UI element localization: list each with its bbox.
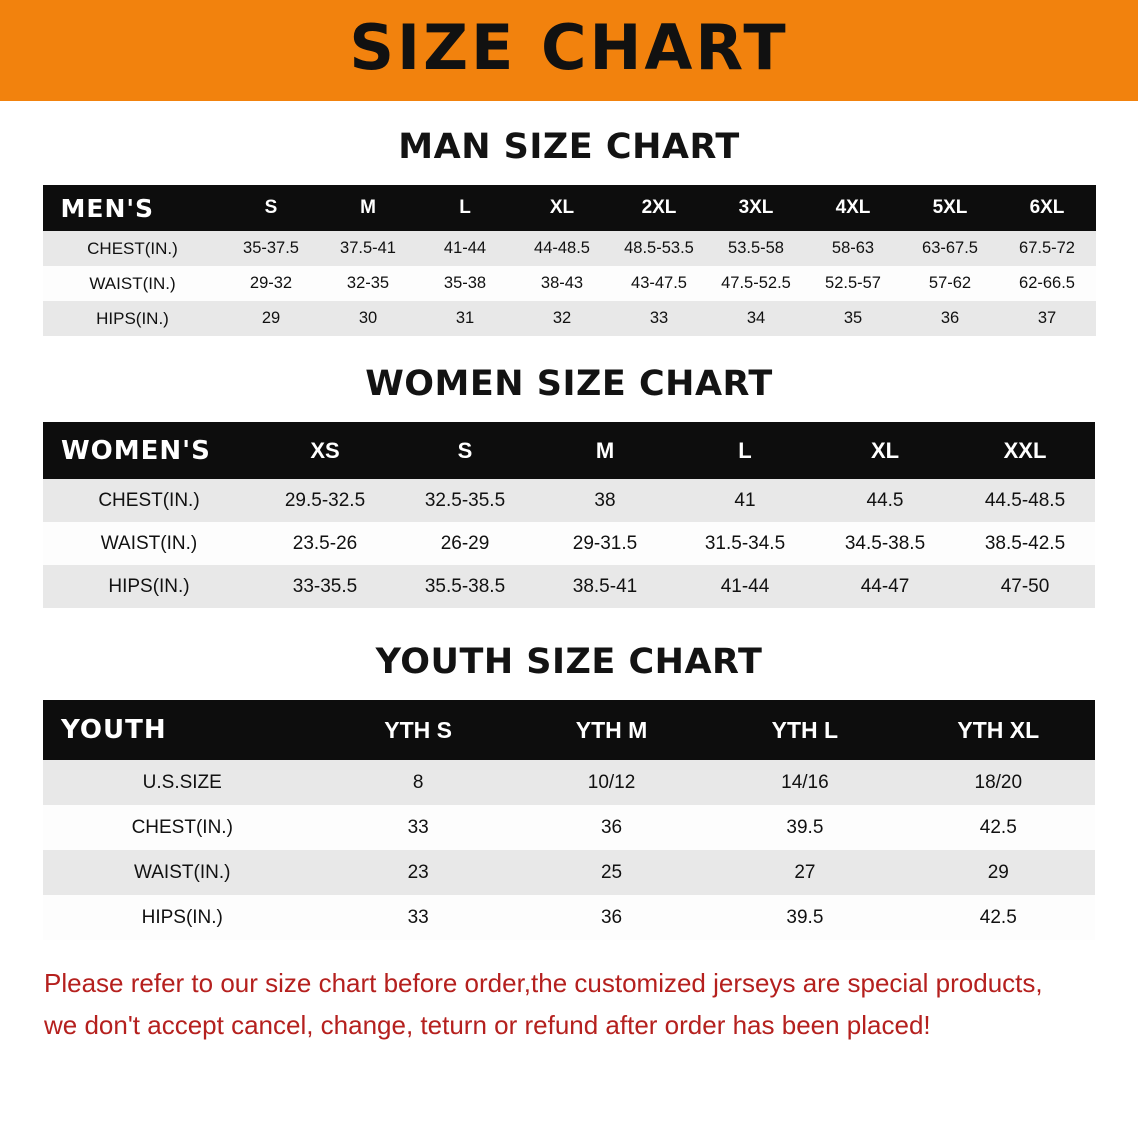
women-section-title: WOMEN SIZE CHART bbox=[365, 364, 773, 404]
men-cell: 30 bbox=[358, 309, 378, 327]
youth-cell: 10/12 bbox=[587, 771, 636, 793]
youth-cell: 33 bbox=[407, 906, 429, 928]
youth-section-title: YOUTH SIZE CHART bbox=[375, 642, 763, 682]
youth-corner-label: YOUTH bbox=[43, 700, 321, 760]
women-corner-label: WOMEN'S bbox=[43, 422, 255, 479]
men-col-header: S bbox=[223, 185, 320, 231]
men-cell: 53.5-58 bbox=[728, 239, 784, 257]
men-cell: 38-43 bbox=[540, 274, 584, 292]
women-cell: 29-31.5 bbox=[572, 532, 638, 554]
women-cell: 34.5-38.5 bbox=[844, 532, 926, 554]
men-col-header: 4XL bbox=[805, 185, 902, 231]
men-corner-label: MEN'S bbox=[43, 185, 223, 231]
men-row-label: CHEST(IN.) bbox=[87, 238, 178, 258]
table-row bbox=[43, 850, 1095, 895]
men-cell: 52.5-57 bbox=[825, 274, 881, 292]
youth-cell: 42.5 bbox=[979, 906, 1017, 928]
youth-cell: 33 bbox=[407, 816, 429, 838]
women-cell: 29.5-32.5 bbox=[284, 489, 366, 511]
table-row bbox=[43, 805, 1095, 850]
youth-col-header: YTH XL bbox=[902, 700, 1095, 760]
table-row bbox=[43, 565, 1095, 608]
men-cell: 44-48.5 bbox=[534, 239, 590, 257]
men-cell: 43-47.5 bbox=[631, 274, 687, 292]
women-row-label: WAIST(IN.) bbox=[100, 532, 198, 554]
women-cell: 35.5-38.5 bbox=[424, 575, 506, 597]
men-cell: 29 bbox=[261, 309, 281, 327]
women-col-header: XS bbox=[255, 422, 395, 479]
youth-row-label: U.S.SIZE bbox=[142, 771, 222, 793]
table-row bbox=[43, 266, 1096, 301]
table-row bbox=[43, 301, 1096, 336]
women-cell: 38 bbox=[594, 489, 616, 511]
men-col-header: L bbox=[417, 185, 514, 231]
men-cell: 35-38 bbox=[443, 274, 487, 292]
men-cell: 67.5-72 bbox=[1019, 239, 1075, 257]
women-cell: 38.5-41 bbox=[572, 575, 638, 597]
men-cell: 33 bbox=[649, 309, 669, 327]
women-cell: 47-50 bbox=[1000, 575, 1050, 597]
men-cell: 58-63 bbox=[831, 239, 875, 257]
youth-row-label: CHEST(IN.) bbox=[131, 816, 233, 838]
table-row bbox=[43, 895, 1095, 940]
men-cell: 63-67.5 bbox=[922, 239, 978, 257]
table-header-row bbox=[43, 185, 1096, 231]
men-cell: 62-66.5 bbox=[1019, 274, 1075, 292]
women-cell: 31.5-34.5 bbox=[704, 532, 786, 554]
women-cell: 41-44 bbox=[720, 575, 770, 597]
youth-cell: 39.5 bbox=[786, 906, 824, 928]
youth-cell: 14/16 bbox=[781, 771, 829, 793]
table-row bbox=[43, 522, 1095, 565]
youth-cell: 27 bbox=[794, 861, 816, 883]
women-col-header: L bbox=[675, 422, 815, 479]
women-cell: 32.5-35.5 bbox=[424, 489, 506, 511]
footer-note bbox=[44, 962, 1094, 1046]
women-col-header: XL bbox=[815, 422, 955, 479]
man-section-title: MAN SIZE CHART bbox=[398, 127, 740, 167]
men-cell: 35 bbox=[843, 309, 863, 327]
page-title: SIZE CHART bbox=[349, 10, 789, 84]
table-header-row bbox=[43, 422, 1095, 479]
youth-row-label: WAIST(IN.) bbox=[134, 861, 231, 883]
men-cell: 31 bbox=[455, 309, 475, 327]
youth-cell: 8 bbox=[412, 771, 424, 793]
men-cell: 48.5-53.5 bbox=[624, 239, 694, 257]
women-col-header: XXL bbox=[955, 422, 1095, 479]
men-row-label: HIPS(IN.) bbox=[96, 308, 169, 328]
men-cell: 29-32 bbox=[249, 274, 293, 292]
youth-cell: 23 bbox=[407, 861, 429, 883]
women-cell: 23.5-26 bbox=[292, 532, 358, 554]
women-col-header: S bbox=[395, 422, 535, 479]
youth-cell: 25 bbox=[600, 861, 623, 883]
men-col-header: 5XL bbox=[902, 185, 999, 231]
men-col-header: XL bbox=[514, 185, 611, 231]
men-col-header: 2XL bbox=[611, 185, 708, 231]
women-cell: 33-35.5 bbox=[292, 575, 358, 597]
banner bbox=[0, 0, 1138, 101]
youth-col-header: YTH M bbox=[515, 700, 708, 760]
women-cell: 44.5-48.5 bbox=[984, 489, 1066, 511]
youth-cell: 36 bbox=[600, 816, 623, 838]
youth-cell: 39.5 bbox=[786, 816, 824, 838]
table-row bbox=[43, 760, 1095, 805]
men-cell: 32 bbox=[552, 309, 572, 327]
men-cell: 35-37.5 bbox=[243, 239, 299, 257]
men-cell: 37.5-41 bbox=[340, 239, 396, 257]
table-row bbox=[43, 479, 1095, 522]
women-cell: 38.5-42.5 bbox=[984, 532, 1066, 554]
men-col-header: M bbox=[320, 185, 417, 231]
youth-row-label: HIPS(IN.) bbox=[141, 906, 223, 928]
footer-note-line-1: Please refer to our size chart before order,the customized jerseys are special products, bbox=[44, 968, 1043, 998]
women-row-label: CHEST(IN.) bbox=[98, 489, 200, 511]
men-cell: 37 bbox=[1037, 309, 1057, 327]
men-cell: 57-62 bbox=[928, 274, 972, 292]
men-cell: 32-35 bbox=[346, 274, 390, 292]
men-cell: 41-44 bbox=[443, 239, 487, 257]
women-cell: 44-47 bbox=[860, 575, 910, 597]
men-size-table bbox=[43, 185, 1096, 336]
women-cell: 41 bbox=[734, 489, 756, 511]
youth-cell: 42.5 bbox=[979, 816, 1017, 838]
youth-cell: 29 bbox=[987, 861, 1009, 883]
women-col-header: M bbox=[535, 422, 675, 479]
men-cell: 34 bbox=[746, 309, 766, 327]
youth-col-header: YTH L bbox=[708, 700, 901, 760]
table-header-row bbox=[43, 700, 1095, 760]
men-col-header: 6XL bbox=[999, 185, 1096, 231]
men-cell: 36 bbox=[940, 309, 960, 327]
men-col-header: 3XL bbox=[708, 185, 805, 231]
women-cell: 26-29 bbox=[440, 532, 490, 554]
youth-cell: 18/20 bbox=[974, 771, 1023, 793]
women-size-table bbox=[43, 422, 1095, 608]
youth-size-table bbox=[43, 700, 1095, 940]
youth-cell: 36 bbox=[600, 906, 623, 928]
table-row bbox=[43, 231, 1096, 266]
women-row-label: HIPS(IN.) bbox=[108, 575, 190, 597]
men-cell: 47.5-52.5 bbox=[721, 274, 791, 292]
youth-col-header: YTH S bbox=[321, 700, 514, 760]
women-cell: 44.5 bbox=[866, 489, 904, 511]
footer-note-line-2: we don't accept cancel, change, teturn or refund after order has been placed! bbox=[44, 1010, 931, 1041]
men-row-label: WAIST(IN.) bbox=[89, 273, 176, 293]
